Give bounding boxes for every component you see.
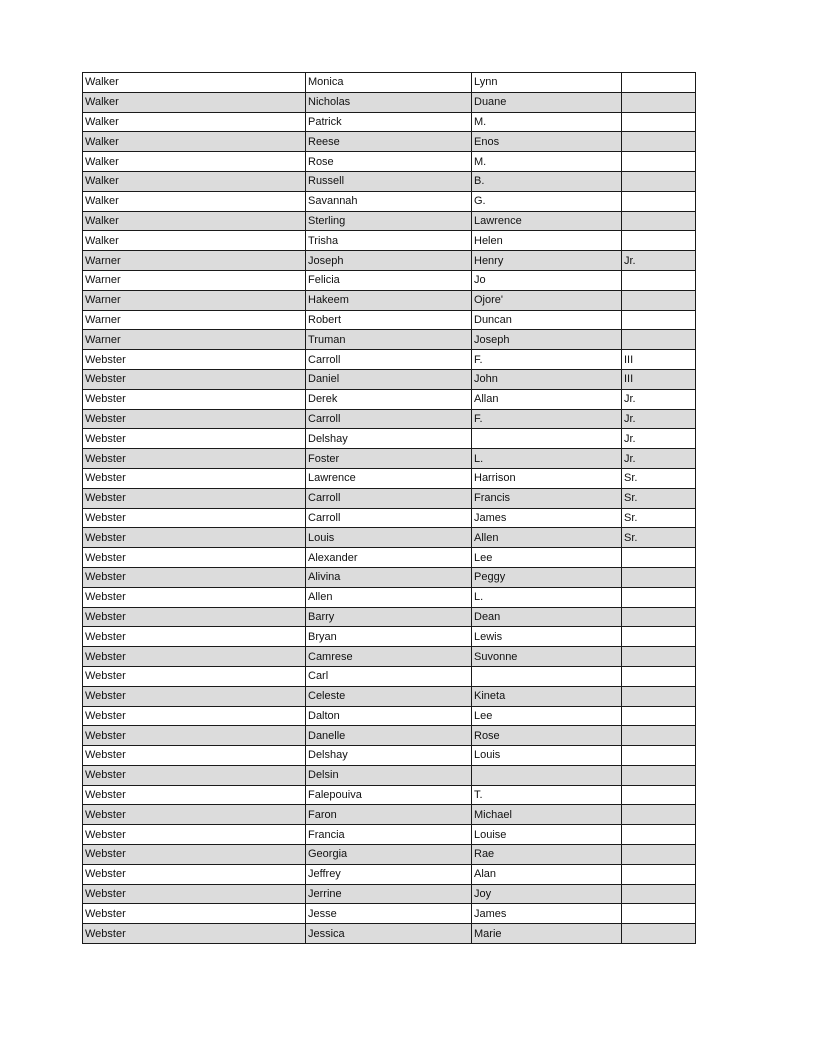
table-row	[83, 350, 696, 370]
last-name-cell: Walker	[83, 152, 306, 172]
table-row	[83, 389, 696, 409]
last-name-cell: Webster	[83, 389, 306, 409]
table-row	[83, 746, 696, 766]
table-row	[83, 924, 696, 944]
table-row	[83, 191, 696, 211]
table-row	[83, 706, 696, 726]
suffix-cell	[622, 290, 696, 310]
table-row	[83, 548, 696, 568]
table-row	[83, 567, 696, 587]
table-row	[83, 726, 696, 746]
last-name-cell: Walker	[83, 92, 306, 112]
first-name-cell: Dalton	[306, 706, 472, 726]
middle-name-cell: M.	[472, 152, 622, 172]
middle-name-cell: Lawrence	[472, 211, 622, 231]
first-name-cell: Felicia	[306, 270, 472, 290]
suffix-cell: III	[622, 350, 696, 370]
first-name-cell: Robert	[306, 310, 472, 330]
suffix-cell	[622, 567, 696, 587]
first-name-cell: Carroll	[306, 488, 472, 508]
last-name-cell: Walker	[83, 171, 306, 191]
table-row	[83, 132, 696, 152]
first-name-cell: Bryan	[306, 627, 472, 647]
table-row	[83, 864, 696, 884]
suffix-cell	[622, 607, 696, 627]
last-name-cell: Webster	[83, 429, 306, 449]
table-row	[83, 508, 696, 528]
middle-name-cell: M.	[472, 112, 622, 132]
middle-name-cell: Duane	[472, 92, 622, 112]
last-name-cell: Webster	[83, 805, 306, 825]
suffix-cell	[622, 171, 696, 191]
middle-name-cell: Rae	[472, 845, 622, 865]
first-name-cell: Reese	[306, 132, 472, 152]
last-name-cell: Warner	[83, 251, 306, 271]
last-name-cell: Webster	[83, 726, 306, 746]
middle-name-cell: Allan	[472, 389, 622, 409]
suffix-cell	[622, 686, 696, 706]
first-name-cell: Sterling	[306, 211, 472, 231]
middle-name-cell: Peggy	[472, 567, 622, 587]
table-row	[83, 73, 696, 93]
last-name-cell: Warner	[83, 330, 306, 350]
last-name-cell: Webster	[83, 607, 306, 627]
last-name-cell: Webster	[83, 488, 306, 508]
suffix-cell	[622, 231, 696, 251]
suffix-cell: Sr.	[622, 528, 696, 548]
last-name-cell: Webster	[83, 627, 306, 647]
middle-name-cell: Joseph	[472, 330, 622, 350]
first-name-cell: Hakeem	[306, 290, 472, 310]
suffix-cell: Jr.	[622, 251, 696, 271]
suffix-cell	[622, 191, 696, 211]
first-name-cell: Truman	[306, 330, 472, 350]
first-name-cell: Rose	[306, 152, 472, 172]
first-name-cell: Celeste	[306, 686, 472, 706]
suffix-cell	[622, 152, 696, 172]
middle-name-cell: Louis	[472, 746, 622, 766]
last-name-cell: Warner	[83, 290, 306, 310]
first-name-cell: Faron	[306, 805, 472, 825]
suffix-cell: Jr.	[622, 429, 696, 449]
last-name-cell: Webster	[83, 666, 306, 686]
middle-name-cell: Lee	[472, 548, 622, 568]
table-row	[83, 587, 696, 607]
suffix-cell	[622, 845, 696, 865]
last-name-cell: Webster	[83, 409, 306, 429]
table-row	[83, 449, 696, 469]
middle-name-cell: Michael	[472, 805, 622, 825]
suffix-cell	[622, 112, 696, 132]
table-row	[83, 627, 696, 647]
middle-name-cell: John	[472, 369, 622, 389]
last-name-cell: Webster	[83, 449, 306, 469]
last-name-cell: Walker	[83, 132, 306, 152]
first-name-cell: Francia	[306, 825, 472, 845]
last-name-cell: Walker	[83, 73, 306, 93]
middle-name-cell: Lee	[472, 706, 622, 726]
first-name-cell: Derek	[306, 389, 472, 409]
last-name-cell: Warner	[83, 310, 306, 330]
suffix-cell	[622, 548, 696, 568]
middle-name-cell: Kineta	[472, 686, 622, 706]
suffix-cell	[622, 310, 696, 330]
table-row	[83, 211, 696, 231]
middle-name-cell: Henry	[472, 251, 622, 271]
middle-name-cell: Duncan	[472, 310, 622, 330]
table-row	[83, 270, 696, 290]
table-row	[83, 666, 696, 686]
first-name-cell: Jeffrey	[306, 864, 472, 884]
middle-name-cell: Lynn	[472, 73, 622, 93]
table-row	[83, 231, 696, 251]
first-name-cell: Savannah	[306, 191, 472, 211]
first-name-cell: Jesse	[306, 904, 472, 924]
first-name-cell: Patrick	[306, 112, 472, 132]
first-name-cell: Delshay	[306, 746, 472, 766]
suffix-cell	[622, 666, 696, 686]
table-row	[83, 904, 696, 924]
first-name-cell: Delsin	[306, 765, 472, 785]
first-name-cell: Allen	[306, 587, 472, 607]
middle-name-cell: Enos	[472, 132, 622, 152]
last-name-cell: Webster	[83, 825, 306, 845]
suffix-cell	[622, 330, 696, 350]
last-name-cell: Webster	[83, 508, 306, 528]
last-name-cell: Webster	[83, 845, 306, 865]
first-name-cell: Trisha	[306, 231, 472, 251]
middle-name-cell: L.	[472, 449, 622, 469]
table-row	[83, 429, 696, 449]
name-list-table	[82, 72, 696, 944]
last-name-cell: Walker	[83, 231, 306, 251]
middle-name-cell: Lewis	[472, 627, 622, 647]
last-name-cell: Webster	[83, 924, 306, 944]
last-name-cell: Webster	[83, 706, 306, 726]
first-name-cell: Carroll	[306, 409, 472, 429]
suffix-cell	[622, 132, 696, 152]
suffix-cell	[622, 706, 696, 726]
first-name-cell: Carl	[306, 666, 472, 686]
middle-name-cell: Ojore'	[472, 290, 622, 310]
first-name-cell: Alexander	[306, 548, 472, 568]
suffix-cell: III	[622, 369, 696, 389]
middle-name-cell: Allen	[472, 528, 622, 548]
suffix-cell	[622, 726, 696, 746]
first-name-cell: Georgia	[306, 845, 472, 865]
middle-name-cell: Francis	[472, 488, 622, 508]
suffix-cell: Sr.	[622, 488, 696, 508]
middle-name-cell: Dean	[472, 607, 622, 627]
suffix-cell	[622, 270, 696, 290]
suffix-cell	[622, 825, 696, 845]
first-name-cell: Nicholas	[306, 92, 472, 112]
first-name-cell: Jerrine	[306, 884, 472, 904]
first-name-cell: Foster	[306, 449, 472, 469]
suffix-cell: Sr.	[622, 508, 696, 528]
first-name-cell: Joseph	[306, 251, 472, 271]
table-row	[83, 805, 696, 825]
suffix-cell: Sr.	[622, 468, 696, 488]
suffix-cell	[622, 746, 696, 766]
middle-name-cell: Harrison	[472, 468, 622, 488]
table-row	[83, 251, 696, 271]
last-name-cell: Webster	[83, 884, 306, 904]
first-name-cell: Danelle	[306, 726, 472, 746]
last-name-cell: Webster	[83, 587, 306, 607]
table-row	[83, 290, 696, 310]
first-name-cell: Carroll	[306, 508, 472, 528]
last-name-cell: Webster	[83, 528, 306, 548]
table-row	[83, 152, 696, 172]
first-name-cell: Alivina	[306, 567, 472, 587]
middle-name-cell: Alan	[472, 864, 622, 884]
middle-name-cell: T.	[472, 785, 622, 805]
table-row	[83, 785, 696, 805]
table-row	[83, 112, 696, 132]
first-name-cell: Falepouiva	[306, 785, 472, 805]
table-row	[83, 171, 696, 191]
middle-name-cell: Joy	[472, 884, 622, 904]
table-row	[83, 765, 696, 785]
table-row	[83, 310, 696, 330]
table-row	[83, 92, 696, 112]
first-name-cell: Barry	[306, 607, 472, 627]
last-name-cell: Webster	[83, 350, 306, 370]
middle-name-cell: F.	[472, 409, 622, 429]
last-name-cell: Webster	[83, 864, 306, 884]
first-name-cell: Lawrence	[306, 468, 472, 488]
last-name-cell: Walker	[83, 112, 306, 132]
middle-name-cell: James	[472, 904, 622, 924]
middle-name-cell	[472, 429, 622, 449]
table-row	[83, 468, 696, 488]
middle-name-cell: Louise	[472, 825, 622, 845]
suffix-cell	[622, 805, 696, 825]
suffix-cell	[622, 864, 696, 884]
middle-name-cell: Jo	[472, 270, 622, 290]
suffix-cell	[622, 73, 696, 93]
last-name-cell: Warner	[83, 270, 306, 290]
suffix-cell	[622, 92, 696, 112]
middle-name-cell	[472, 666, 622, 686]
last-name-cell: Webster	[83, 647, 306, 667]
suffix-cell	[622, 765, 696, 785]
suffix-cell: Jr.	[622, 389, 696, 409]
suffix-cell	[622, 904, 696, 924]
first-name-cell: Jessica	[306, 924, 472, 944]
suffix-cell	[622, 924, 696, 944]
table-row	[83, 884, 696, 904]
table-row	[83, 647, 696, 667]
table-row	[83, 528, 696, 548]
first-name-cell: Monica	[306, 73, 472, 93]
first-name-cell: Carroll	[306, 350, 472, 370]
table-row	[83, 686, 696, 706]
first-name-cell: Daniel	[306, 369, 472, 389]
suffix-cell	[622, 211, 696, 231]
name-list-body	[83, 73, 696, 944]
last-name-cell: Webster	[83, 468, 306, 488]
suffix-cell: Jr.	[622, 449, 696, 469]
middle-name-cell: F.	[472, 350, 622, 370]
last-name-cell: Webster	[83, 785, 306, 805]
middle-name-cell: G.	[472, 191, 622, 211]
last-name-cell: Webster	[83, 369, 306, 389]
suffix-cell: Jr.	[622, 409, 696, 429]
table-row	[83, 607, 696, 627]
suffix-cell	[622, 785, 696, 805]
middle-name-cell: Suvonne	[472, 647, 622, 667]
suffix-cell	[622, 587, 696, 607]
first-name-cell: Camrese	[306, 647, 472, 667]
middle-name-cell: Helen	[472, 231, 622, 251]
middle-name-cell	[472, 765, 622, 785]
middle-name-cell: L.	[472, 587, 622, 607]
last-name-cell: Webster	[83, 765, 306, 785]
first-name-cell: Delshay	[306, 429, 472, 449]
suffix-cell	[622, 627, 696, 647]
suffix-cell	[622, 884, 696, 904]
last-name-cell: Webster	[83, 904, 306, 924]
suffix-cell	[622, 647, 696, 667]
last-name-cell: Webster	[83, 548, 306, 568]
last-name-cell: Walker	[83, 191, 306, 211]
table-row	[83, 409, 696, 429]
table-row	[83, 488, 696, 508]
middle-name-cell: B.	[472, 171, 622, 191]
last-name-cell: Walker	[83, 211, 306, 231]
last-name-cell: Webster	[83, 746, 306, 766]
middle-name-cell: Rose	[472, 726, 622, 746]
middle-name-cell: Marie	[472, 924, 622, 944]
first-name-cell: Louis	[306, 528, 472, 548]
table-row	[83, 369, 696, 389]
table-row	[83, 330, 696, 350]
middle-name-cell: James	[472, 508, 622, 528]
table-row	[83, 825, 696, 845]
first-name-cell: Russell	[306, 171, 472, 191]
last-name-cell: Webster	[83, 686, 306, 706]
last-name-cell: Webster	[83, 567, 306, 587]
table-row	[83, 845, 696, 865]
